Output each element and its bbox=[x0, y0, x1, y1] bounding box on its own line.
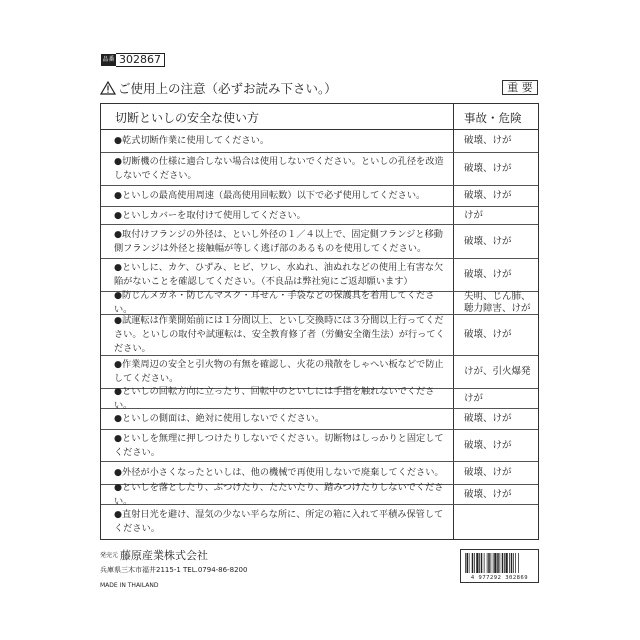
publisher-address: 兵庫県三木市福井2115-1 TEL.0794-86-8200 bbox=[100, 566, 248, 574]
table-row bbox=[101, 186, 538, 207]
notice-header bbox=[100, 80, 539, 98]
row-risk: 破壊、けが bbox=[464, 467, 512, 478]
row-text: ●といしに、カケ、ひずみ、ヒビ、ワレ、水ぬれ、油ぬれなどの使用上有害な欠陥がないことを確認してください。（不良品は弊社宛にご返却願います） bbox=[114, 262, 444, 287]
product-code-logo bbox=[101, 54, 116, 66]
important-badge: 重 要 bbox=[502, 80, 538, 95]
row-text: ●防じんメガネ・防じんマスク・耳せん・手袋などの保護具を着用してください。 bbox=[114, 290, 435, 315]
table-row bbox=[101, 292, 538, 315]
table-row bbox=[101, 430, 538, 462]
table-row bbox=[101, 385, 538, 411]
row-risk: けが bbox=[464, 209, 484, 221]
row-risk: 破壊、けが bbox=[464, 135, 512, 146]
table-header-row bbox=[101, 104, 538, 130]
row-text: ●といしの最高使用周速（最高使用回転数）以下で必ず使用してください。 bbox=[114, 190, 426, 201]
publisher-name: 藤原産業株式会社 bbox=[120, 549, 209, 562]
footer bbox=[100, 549, 539, 599]
row-text: ●作業周辺の安全と引火物の有無を確認し、火花の飛散をしゃへい板などで防止してください。 bbox=[114, 359, 444, 384]
row-risk: 破壊、けが bbox=[464, 269, 512, 280]
row-risk: けが、引火爆発 bbox=[464, 366, 531, 377]
safety-table bbox=[100, 103, 539, 540]
row-text: ●外径が小さくなったといしは、他の機械で再使用しないで廃棄してください。 bbox=[114, 467, 444, 478]
row-text: ●乾式切断作業に使用してください。 bbox=[114, 135, 270, 146]
row-risk: 破壊、けが bbox=[464, 329, 512, 340]
publisher bbox=[100, 549, 208, 563]
row-text: ●といしを無理に押しつけたりしないでください。切断物はしっかりと固定してください。 bbox=[114, 432, 444, 458]
row-risk: 破壊、けが bbox=[464, 190, 512, 201]
row-text: ●取付けフランジの外径は、といし外径の１／４以上で、固定側フランジと移動側フランジは外径と接触幅が等しく逃げ部のあるものを使用してください。 bbox=[114, 228, 443, 254]
table-row bbox=[101, 481, 538, 507]
row-text: ●といしカバーを取付けて使用してください。 bbox=[114, 209, 306, 221]
publisher-label: 発売元 bbox=[100, 552, 119, 559]
table-row bbox=[101, 315, 538, 356]
product-code-logo-text: 品番 bbox=[102, 56, 115, 63]
row-text: ●切断機の仕様に適合しない場合は使用しないでください。といしの孔径を改造しないでください。 bbox=[114, 156, 444, 181]
made-in: MADE IN THAILAND bbox=[100, 582, 159, 589]
table-row bbox=[101, 130, 538, 153]
table-row bbox=[101, 505, 538, 539]
barcode bbox=[460, 549, 539, 583]
row-risk: 破壊、けが bbox=[464, 488, 512, 500]
table-row bbox=[101, 207, 538, 225]
notice-title: ご使用上の注意（必ずお読み下さい。） bbox=[118, 81, 337, 96]
barcode-icon bbox=[465, 553, 536, 573]
product-code-number: 302867 bbox=[116, 53, 165, 67]
row-risk: 破壊、けが bbox=[464, 235, 512, 247]
product-code bbox=[101, 53, 165, 67]
row-risk: 破壊、けが bbox=[464, 163, 512, 174]
column-header-risk: 事故・危険 bbox=[464, 111, 522, 125]
table-row bbox=[101, 225, 538, 259]
table-row bbox=[101, 409, 538, 430]
warning-icon bbox=[100, 81, 116, 95]
row-text: ●試運転は作業開始前には１分間以上、といし交換時には３分間以上行ってください。といしの取付や試運転は、安全教育修了者（労働安全衛生法）が行ってください。 bbox=[114, 315, 445, 354]
row-text: ●直射日光を避け、湿気の少ない平らな所に、所定の箱に入れて平積み保管してください。 bbox=[114, 509, 444, 534]
row-risk: 破壊、けが bbox=[464, 439, 512, 451]
row-risk: 破壊、けが bbox=[464, 413, 512, 424]
row-text: ●といしを落としたり、ぶつけたり、たたいたり、踏みつけたりしないでください。 bbox=[114, 481, 444, 507]
row-text: ●といしの回転方向に立ったり、回転中のといしには手指を触れないでください。 bbox=[114, 385, 435, 411]
table-row bbox=[101, 153, 538, 186]
row-risk: けが bbox=[464, 392, 484, 404]
row-text: ●といしの側面は、絶対に使用しないでください。 bbox=[114, 413, 325, 424]
table-row bbox=[101, 259, 538, 292]
row-risk: 失明、じん肺、聴力障害、けが bbox=[464, 291, 531, 314]
barcode-number: 4 977292 302869 bbox=[470, 575, 529, 581]
column-header-item: 切断といしの安全な使い方 bbox=[115, 111, 260, 125]
